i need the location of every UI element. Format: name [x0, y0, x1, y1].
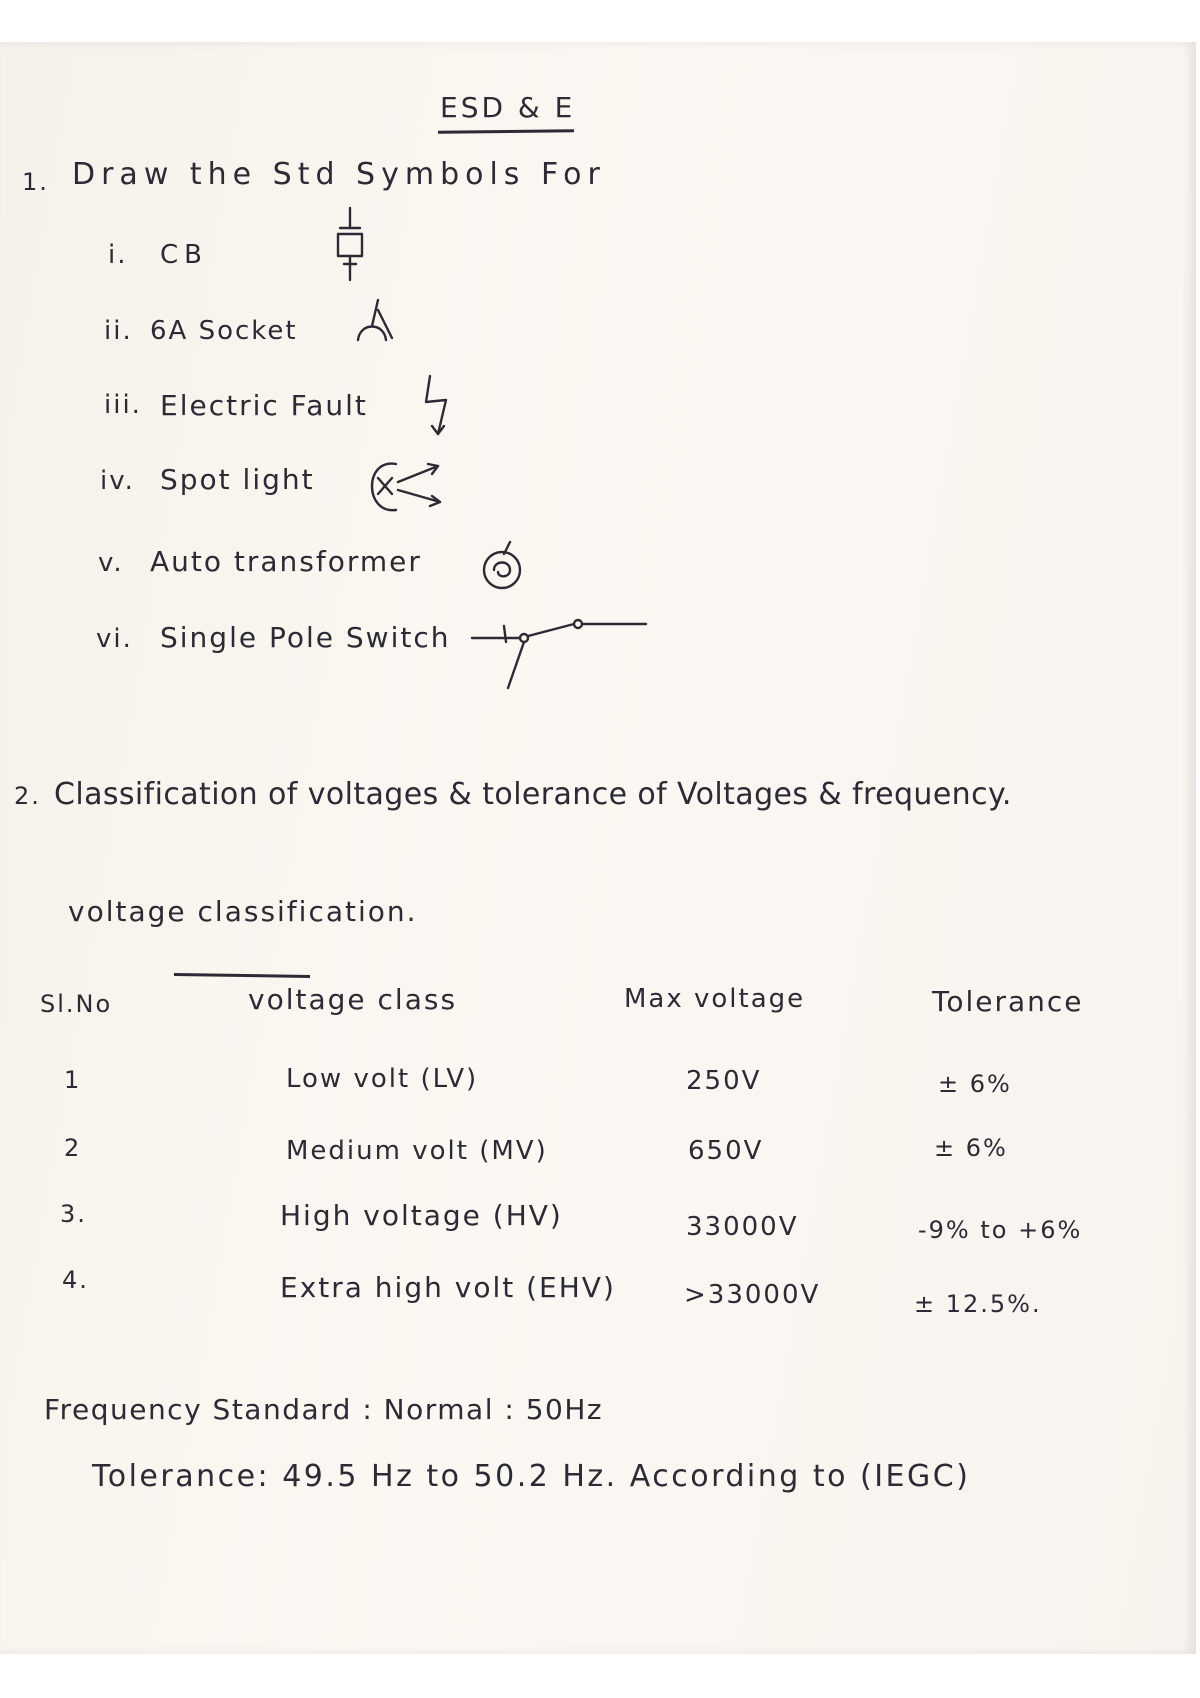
question-1-prompt: Draw the Std Symbols For	[72, 157, 606, 192]
item-5-label: Auto transformer	[150, 545, 422, 578]
circuit-breaker-icon	[330, 206, 370, 286]
socket-outlet-icon	[354, 296, 404, 346]
row-3-tolerance: -9% to +6%	[918, 1216, 1083, 1244]
auto-transformer-icon	[480, 538, 530, 594]
row-4-tolerance: ± 12.5%.	[914, 1290, 1042, 1318]
item-6-label: Single Pole Switch	[160, 621, 451, 654]
question-2-prompt: Classification of voltages & tolerance of Voltages & frequency.	[54, 777, 1012, 812]
title-underline	[438, 129, 574, 133]
row-2-sl: 2	[64, 1134, 82, 1162]
voltage-classification-heading: voltage classification.	[68, 895, 418, 928]
row-1-sl: 1	[64, 1066, 82, 1094]
col-header-voltage-class: voltage class	[248, 983, 458, 1016]
item-1-number: i.	[108, 240, 128, 270]
frequency-standard-line: Frequency Standard : Normal : 50Hz	[44, 1393, 604, 1426]
frequency-tolerance-line: Tolerance: 49.5 Hz to 50.2 Hz. According to (IEGC)	[92, 1459, 971, 1494]
row-3-max: 33000V	[686, 1212, 799, 1242]
page-title: ESD & E	[440, 91, 576, 124]
single-pole-switch-icon	[470, 612, 650, 692]
item-6-number: vi.	[96, 624, 133, 654]
row-2-max: 650V	[688, 1136, 764, 1166]
row-1-tolerance: ± 6%	[938, 1070, 1012, 1098]
row-4-max: >33000V	[684, 1280, 821, 1310]
col-header-tolerance: Tolerance	[932, 985, 1084, 1018]
electric-fault-icon	[420, 372, 456, 442]
row-3-class: High voltage (HV)	[280, 1199, 563, 1232]
col-header-max-voltage: Max voltage	[624, 984, 806, 1014]
row-1-max: 250V	[686, 1066, 762, 1096]
question-1-number: 1.	[22, 168, 49, 196]
row-2-class: Medium volt (MV)	[286, 1136, 548, 1166]
notebook-page	[0, 42, 1196, 1654]
heading-underline	[174, 973, 310, 978]
question-2-number: 2.	[14, 782, 41, 810]
item-4-label: Spot light	[160, 463, 315, 496]
row-2-tolerance: ± 6%	[934, 1134, 1008, 1162]
spot-light-icon	[362, 452, 452, 522]
row-4-sl: 4.	[62, 1266, 89, 1294]
item-3-label: Electric Fault	[160, 389, 368, 422]
row-1-class: Low volt (LV)	[286, 1064, 479, 1094]
row-3-sl: 3.	[60, 1200, 87, 1228]
item-2-number: ii.	[104, 316, 133, 346]
row-4-class: Extra high volt (EHV)	[280, 1271, 616, 1304]
item-5-number: v.	[98, 548, 124, 578]
item-2-label: 6A Socket	[150, 316, 298, 346]
item-1-label: CB	[160, 240, 208, 270]
item-3-number: iii.	[104, 390, 142, 420]
col-header-sl-no: Sl.No	[40, 990, 113, 1018]
item-4-number: iv.	[100, 466, 135, 496]
